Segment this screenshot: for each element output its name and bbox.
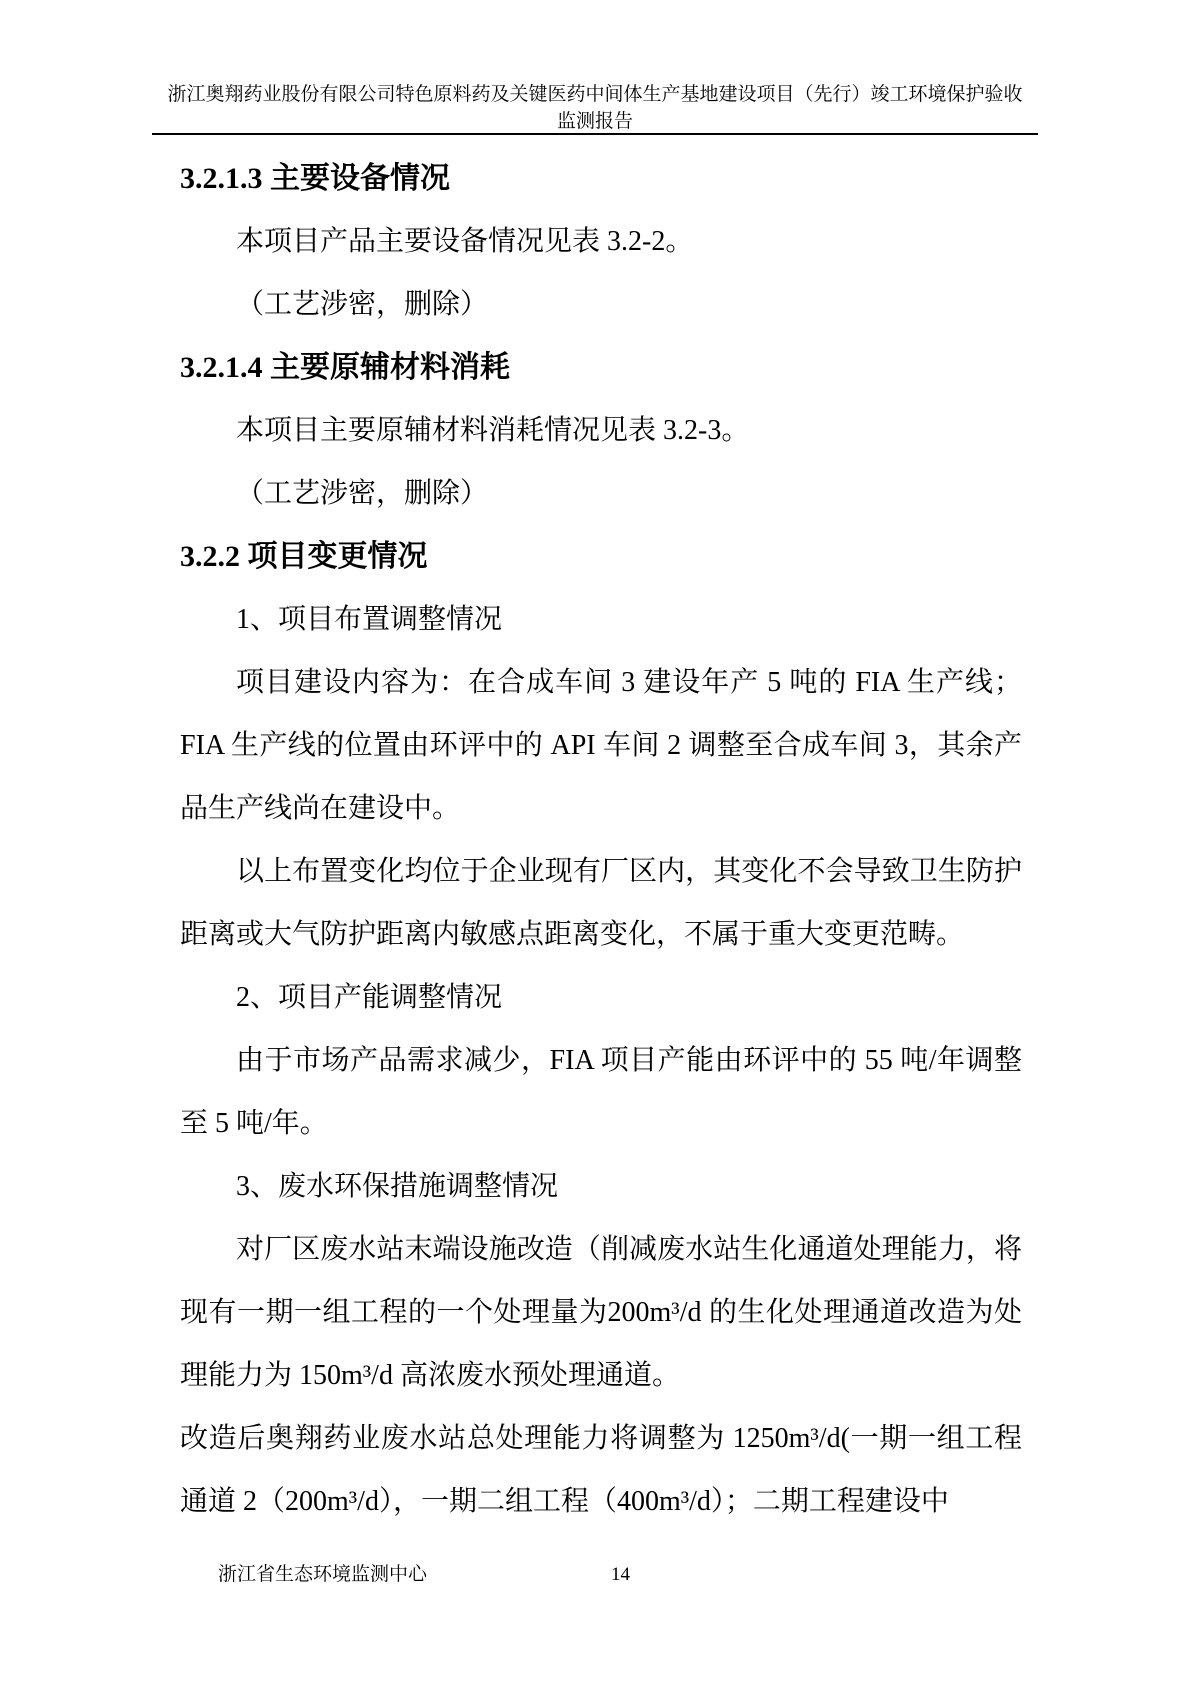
section-heading-3213: 3.2.1.3 主要设备情况 bbox=[180, 162, 450, 195]
footer-organization: 浙江省生态环境监测中心 bbox=[218, 1564, 428, 1585]
section-heading-3214: 3.2.1.4 主要原辅材料消耗 bbox=[180, 351, 510, 384]
page-header-title: 浙江奥翔药业股份有限公司特色原料药及关键医药中间体生产基地建设项目（先行）竣工环境保护验收监测报告 bbox=[167, 84, 1023, 132]
section-heading-322: 3.2.2 项目变更情况 bbox=[180, 540, 428, 573]
page-number: 14 bbox=[611, 1564, 630, 1585]
paragraph: 以上布置变化均位于企业现有厂区内，其变化不会导致卫生防护距离或大气防护距离内敏感点距离变化，不属于重大变更范畴。 bbox=[180, 856, 1022, 950]
paragraph-redacted: （工艺涉密，删除） bbox=[236, 478, 489, 509]
paragraph: 本项目产品主要设备情况见表 3.2-2。 bbox=[236, 226, 694, 257]
list-item-3: 3、废水环保措施调整情况 bbox=[236, 1171, 559, 1202]
paragraph-redacted: （工艺涉密，删除） bbox=[236, 289, 489, 320]
document-body bbox=[180, 147, 1022, 1533]
paragraph: 本项目主要原辅材料消耗情况见表 3.2-3。 bbox=[236, 415, 750, 446]
paragraph: 对厂区废水站末端设施改造（削减废水站生化通道处理能力，将现有一期一组工程的一个处理量为200m³/d 的生化处理通道改造为处理能力为 150m³/d 高浓废水预处理通道。 bbox=[180, 1234, 1022, 1391]
list-item-2: 2、项目产能调整情况 bbox=[236, 982, 503, 1013]
list-item-1: 1、项目布置调整情况 bbox=[236, 604, 503, 635]
paragraph: 改造后奥翔药业废水站总处理能力将调整为 1250m³/d(一期一组工程通道 2（200m³/d），一期二组工程（400m³/d）；二期工程建设中 bbox=[180, 1423, 1022, 1517]
paragraph: 由于市场产品需求减少，FIA 项目产能由环评中的 55 吨/年调整至 5 吨/年。 bbox=[180, 1045, 1022, 1139]
paragraph: 项目建设内容为：在合成车间 3 建设年产 5 吨的 FIA 生产线；FIA 生产线的位置由环评中的 API 车间 2 调整至合成车间 3，其余产品生产线尚在建设中。 bbox=[180, 667, 1022, 824]
header-divider bbox=[152, 133, 1038, 135]
